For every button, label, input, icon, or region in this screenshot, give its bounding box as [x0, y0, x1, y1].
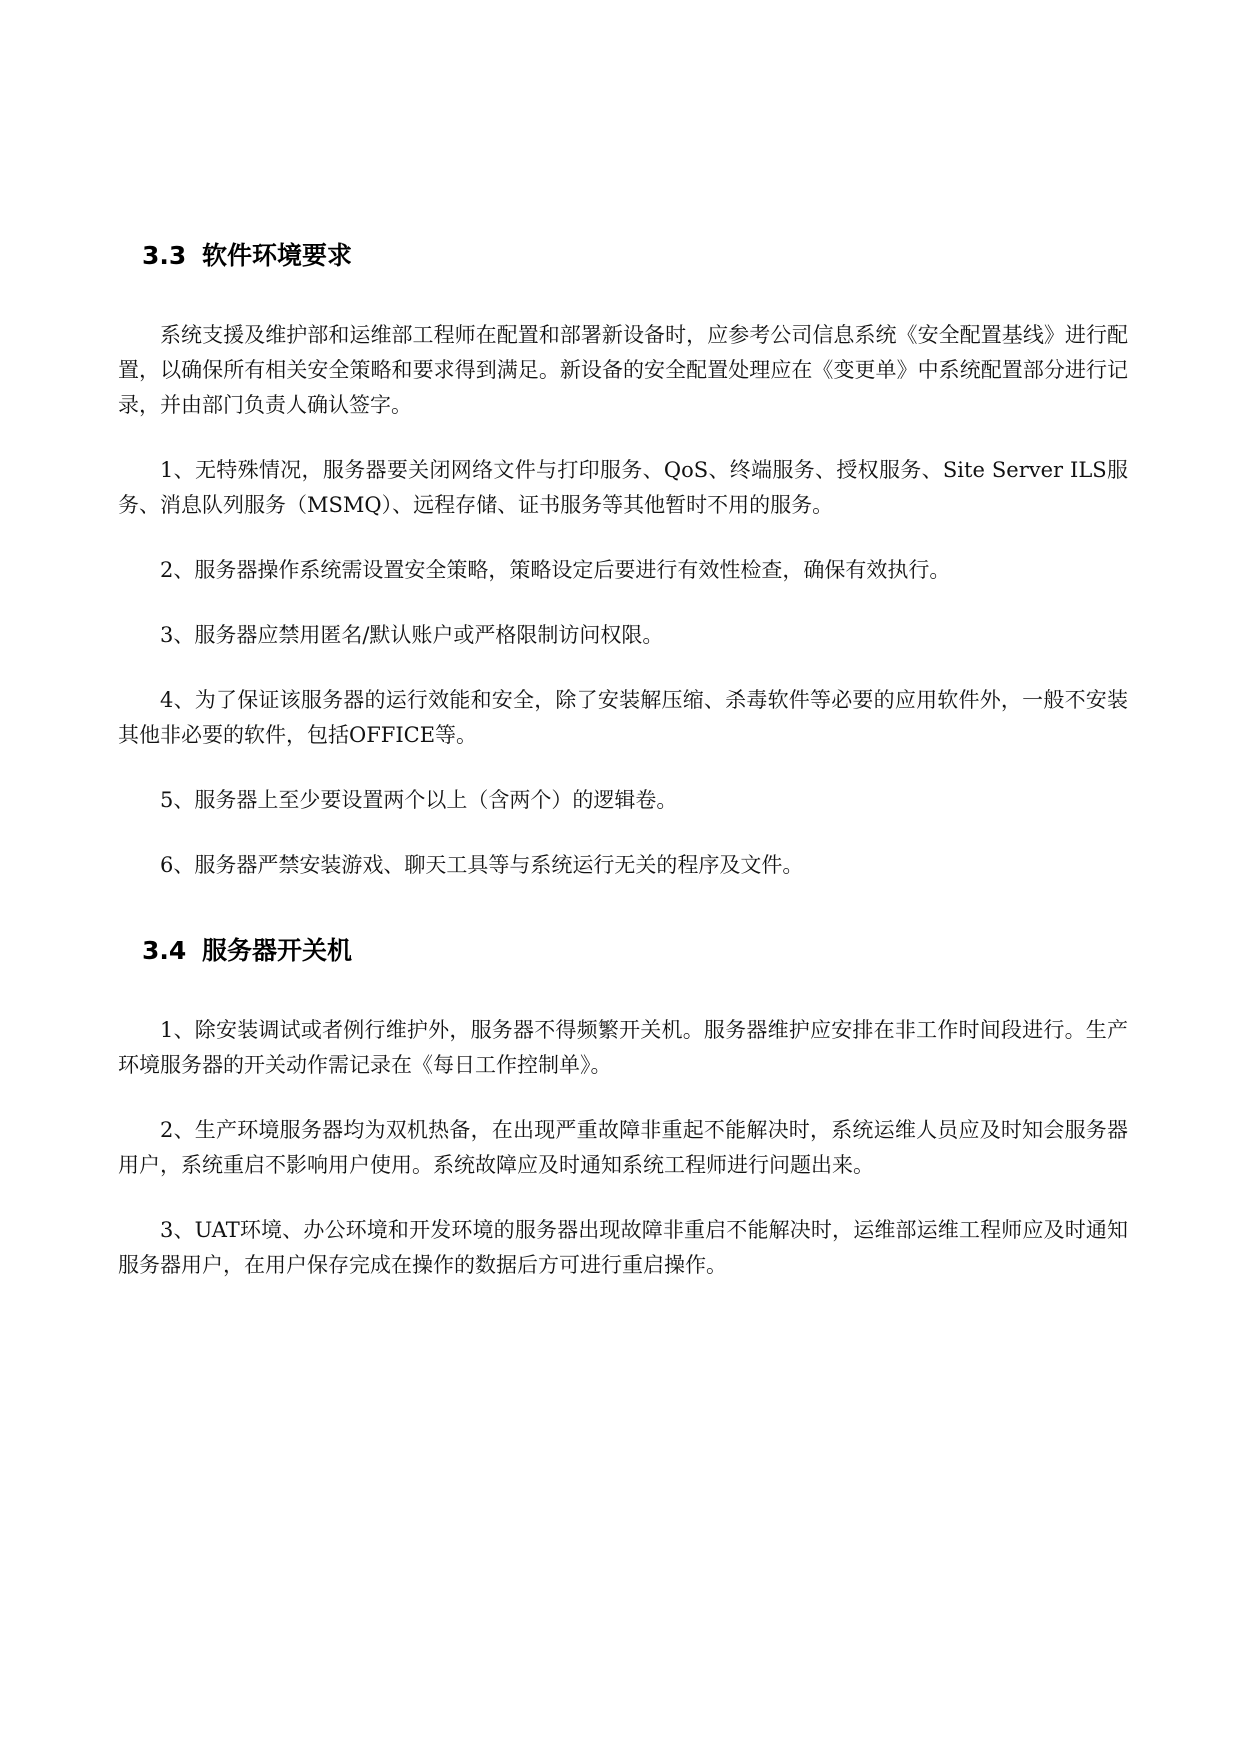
paragraph-intro: 系统支援及维护部和运维部工程师在配置和部署新设备时，应参考公司信息系统《安全配置基线》进行配置，以确保所有相关安全策略和要求得到满足。新设备的安全配置处理应在《变更单》中系统配置部分进行记录，并由部门负责人确认签字。 — [118, 323, 1128, 417]
paragraph-item-2: 2、服务器操作系统需设置安全策略，策略设定后要进行有效性检查，确保有效执行。 — [160, 558, 951, 582]
document-body — [118, 236, 1128, 1283]
paragraph-item-1: 1、除安装调试或者例行维护外，服务器不得频繁开关机。服务器维护应安排在非工作时间段进行。生产环境服务器的开关动作需记录在《每日工作控制单》。 — [118, 1018, 1128, 1077]
paragraph-item-4: 4、为了保证该服务器的运行效能和安全，除了安装解压缩、杀毒软件等必要的应用软件外，一般不安装其他非必要的软件，包括OFFICE等。 — [118, 688, 1128, 747]
section-heading-3-4 — [142, 931, 1128, 971]
paragraph-item-1: 1、无特殊情况，服务器要关闭网络文件与打印服务、QoS、终端服务、授权服务、Site Server ILS服务、消息队列服务（MSMQ）、远程存储、证书服务等其他暂时不用的服务。 — [118, 458, 1128, 517]
paragraph-item-5: 5、服务器上至少要设置两个以上（含两个）的逻辑卷。 — [160, 788, 678, 812]
paragraph-item-6: 6、服务器严禁安装游戏、聊天工具等与系统运行无关的程序及文件。 — [160, 853, 804, 877]
section-heading-3-3 — [142, 236, 1128, 276]
paragraph-item-3: 3、服务器应禁用匿名/默认账户或严格限制访问权限。 — [160, 623, 664, 647]
section-number: 3.4 — [142, 936, 187, 965]
paragraph-item-3: 3、UAT环境、办公环境和开发环境的服务器出现故障非重启不能解决时，运维部运维工程师应及时通知服务器用户，在用户保存完成在操作的数据后方可进行重启操作。 — [118, 1218, 1128, 1277]
section-title: 软件环境要求 — [202, 241, 353, 270]
section-number: 3.3 — [142, 241, 187, 270]
paragraph-item-2: 2、生产环境服务器均为双机热备，在出现严重故障非重起不能解决时，系统运维人员应及时知会服务器用户，系统重启不影响用户使用。系统故障应及时通知系统工程师进行问题出来。 — [118, 1118, 1128, 1177]
section-title: 服务器开关机 — [202, 936, 353, 965]
